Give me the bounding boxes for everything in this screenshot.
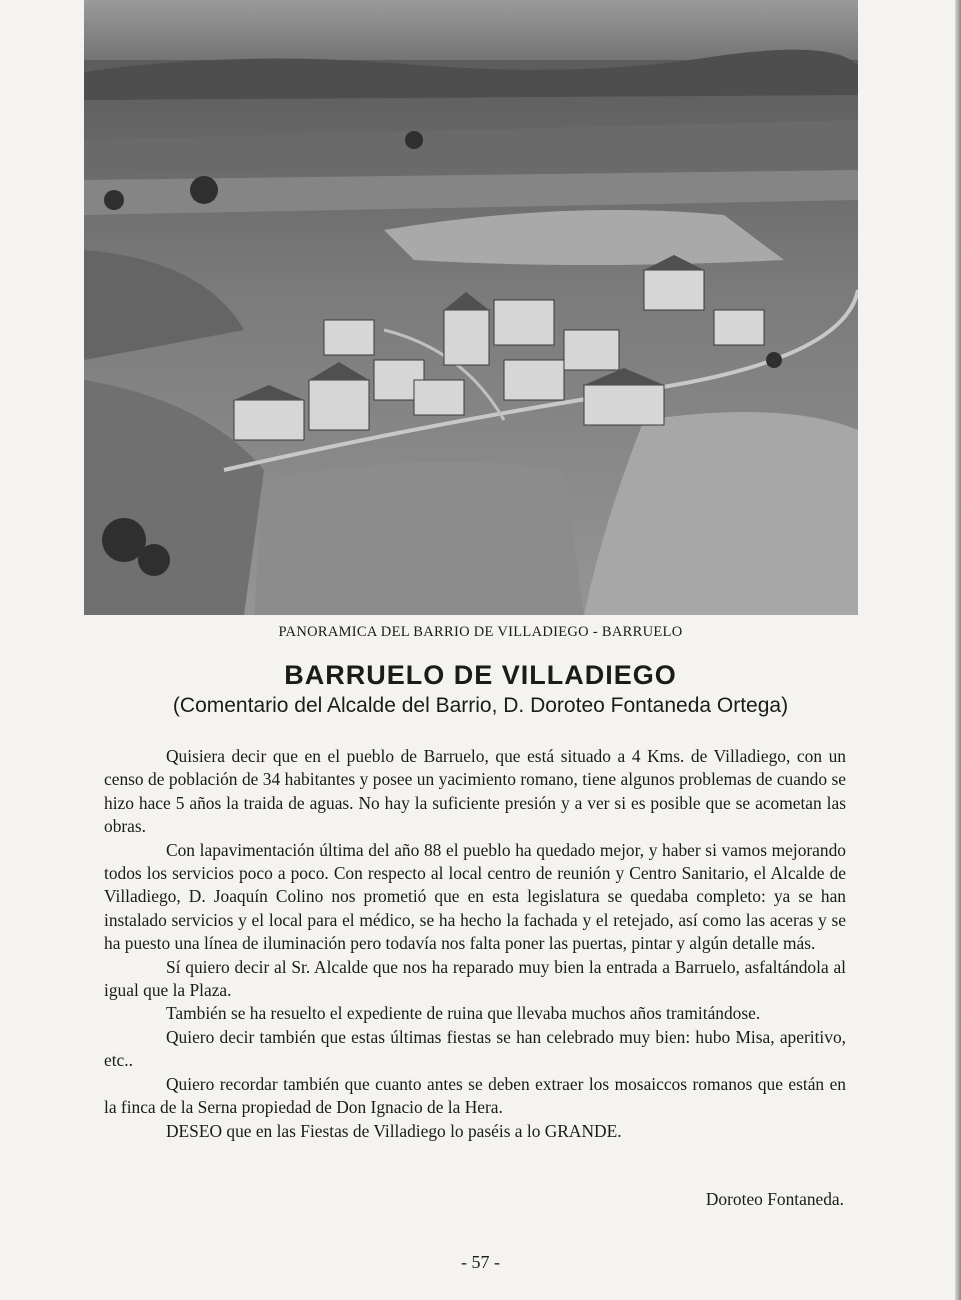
signature: Doroteo Fontaneda. [705, 1189, 844, 1209]
paragraph: Sí quiero decir al Sr. Alcalde que nos ha reparado muy bien la entrada a Barruelo, asfaltándola al igual que la Plaza. [104, 956, 846, 1001]
paragraph: También se ha resuelto el expediente de ruina que llevaba muchos años tramitándose. [166, 1003, 761, 1024]
paragraph: Quiero decir también que estas últimas fiestas se han celebrado muy bien: hubo Misa, aperitivo, etc.. [104, 1026, 846, 1071]
article-title: BARRUELO DE VILLADIEGO [284, 660, 677, 690]
article-subtitle: (Comentario del Alcalde del Barrio, D. Doroteo Fontaneda Ortega) [172, 694, 789, 717]
page-edge [955, 0, 961, 1300]
paragraph: Quisiera decir que en el pueblo de Barruelo, que está situado a 4 Kms. de Villadiego, con un censo de población de 34 habitantes y posee un yacimiento romano, tiene algunos problemas de cuando se hizo hace 5 años la traida de aguas. No hay la suficiente presión y a ver si es posible que se acometan las obras. [104, 746, 846, 837]
photo-caption: PANORAMICA DEL BARRIO DE VILLADIEGO - BARRUELO [278, 624, 683, 640]
paragraph: DESEO que en las Fiestas de Villadiego lo paséis a lo GRANDE. [166, 1120, 622, 1141]
paragraph: Quiero recordar también que cuanto antes se deben extraer los mosaiccos romanos que están en la finca de la Serna propiedad de Don Ignacio de la Hera. [104, 1073, 846, 1118]
page-number: - 57 - [461, 1252, 500, 1272]
paragraph: Con lapavimentación última del año 88 el pueblo ha quedado mejor, y haber si vamos mejorando todos los servicios poco a poco. Con respecto al local centro de reunión y Centro Sanitario, el Alcalde de Villadiego, D. Joaquín Colino nos prometió que en esta legislatura se quedaba completo: ya se han instalado servicios y el local para el médico, se ha hecho la fachada y el retejado, así como las aceras y se ha puesto una línea de iluminación pero todavía nos falta poner las puertas, pintar y algún detalle más. [104, 839, 846, 954]
article-body [104, 745, 846, 1143]
aerial-village-photo [84, 0, 858, 615]
